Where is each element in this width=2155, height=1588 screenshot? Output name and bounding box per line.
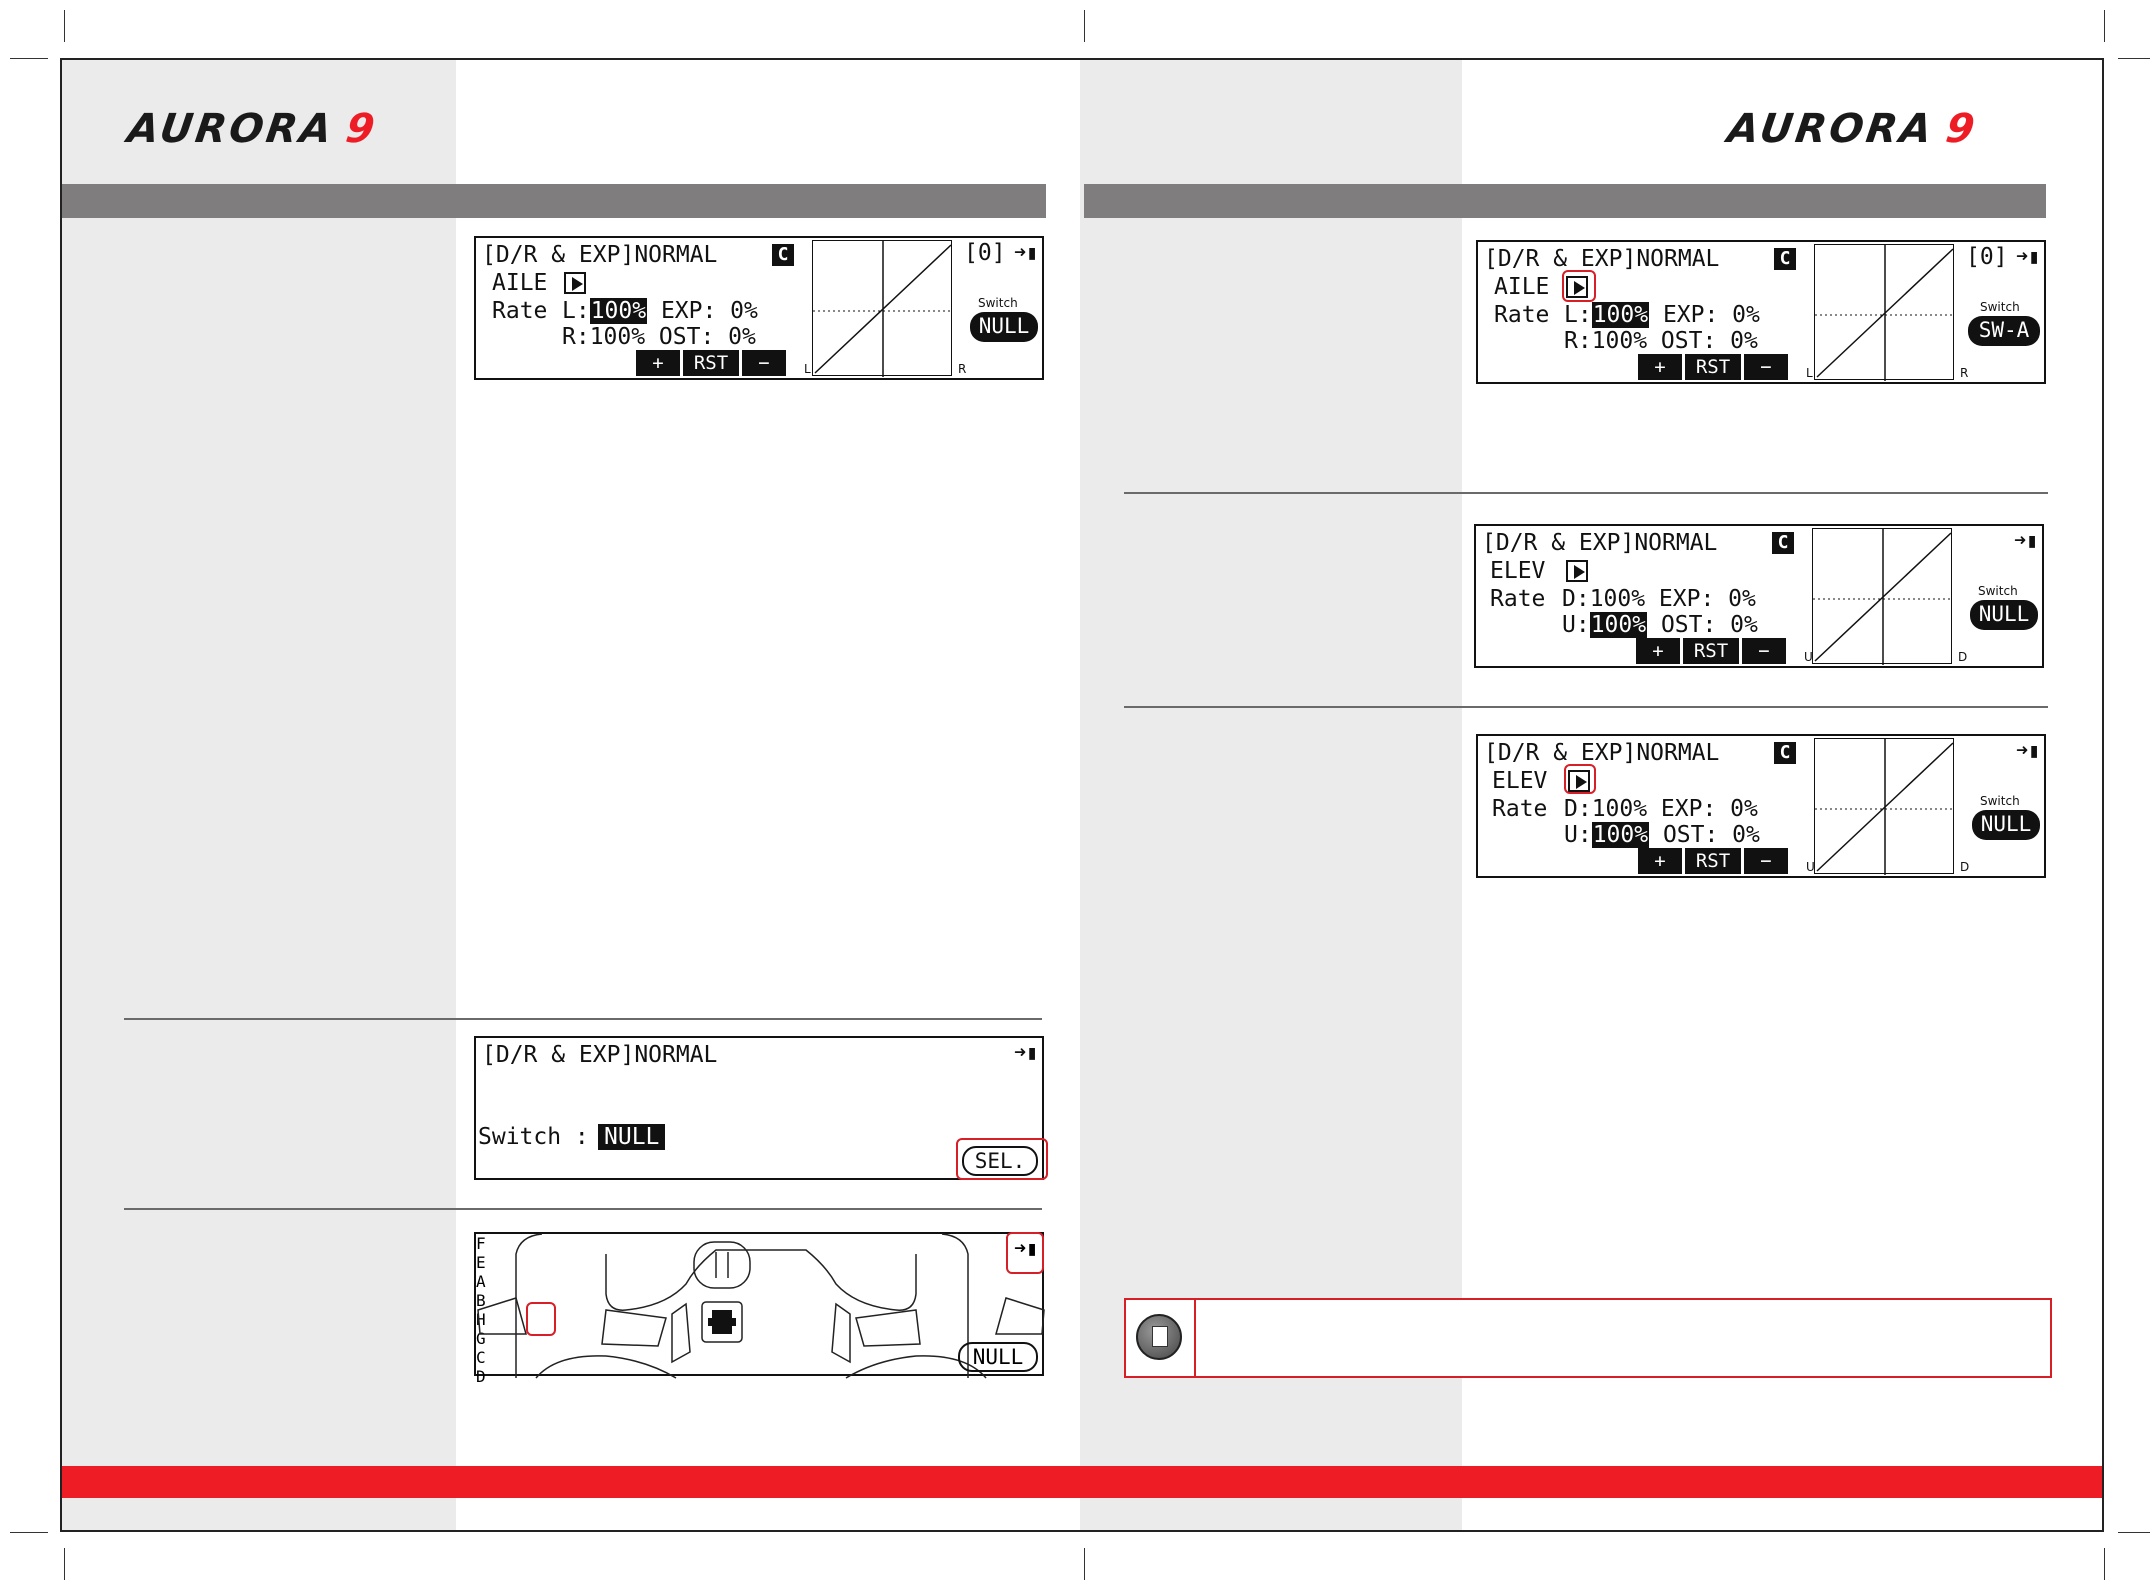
rate-label: Rate (1492, 796, 1548, 822)
section-divider (1124, 706, 2048, 708)
switch-value-button[interactable]: SW-A (1968, 316, 2040, 346)
lcd-dr-exp-aile-swa (1476, 240, 2046, 384)
crop-mark (10, 1532, 48, 1533)
axis-label-right: D (1958, 650, 1968, 664)
switch-value-button[interactable]: NULL (1972, 810, 2040, 840)
footer-bar (62, 1466, 2102, 1498)
exit-icon[interactable]: ➜▮ (2014, 528, 2039, 552)
rate-d-line: D:100% EXP: 0% (1564, 796, 1758, 822)
condition-badge: C (1774, 742, 1796, 764)
switch-label-h: H (476, 1310, 486, 1329)
ost-value: OST: 0% (1649, 822, 1760, 848)
rate-label: Rate (1490, 586, 1546, 612)
channel-label: AILE (492, 270, 548, 296)
null-button[interactable]: NULL (958, 1342, 1038, 1372)
note-box (1124, 1298, 2052, 1378)
curve-graph (812, 240, 952, 376)
axis-label-right: R (958, 362, 967, 376)
minus-button[interactable]: − (742, 350, 786, 376)
position-indicator: [0] (964, 240, 1006, 266)
right-header-bar (1084, 184, 2046, 218)
curve-graph (1814, 244, 1954, 380)
play-arrow-icon[interactable] (1566, 560, 1588, 582)
curve-graph (1814, 738, 1954, 874)
aurora-logo-right: AURORA 9 (1724, 106, 1981, 152)
channel-label: ELEV (1492, 768, 1548, 794)
section-divider (124, 1018, 1042, 1020)
rate-label: Rate (492, 298, 548, 324)
exit-icon[interactable]: ➜▮ (1014, 240, 1039, 264)
exp-value: EXP: 0% (1649, 302, 1760, 328)
crop-mark (2104, 10, 2105, 42)
note-divider (1194, 1300, 1196, 1376)
plus-button[interactable]: + (1638, 848, 1682, 874)
channel-label: ELEV (1490, 558, 1546, 584)
switch-value[interactable]: NULL (598, 1124, 665, 1150)
rate-u-value[interactable]: 100% (1592, 822, 1649, 848)
condition-badge: C (772, 244, 794, 266)
highlight-exit-icon (1006, 1232, 1044, 1274)
crop-mark (64, 1548, 65, 1580)
crop-mark (1084, 1548, 1085, 1580)
reset-button[interactable]: RST (683, 350, 739, 376)
curve-graph (1812, 528, 1952, 664)
reset-button[interactable]: RST (1683, 638, 1739, 664)
switch-caption: Switch (978, 296, 1018, 310)
axis-label-left: U (1804, 650, 1813, 664)
axis-label-right: R (1960, 366, 1969, 380)
lcd-dr-exp-elev-1 (1474, 524, 2044, 668)
condition-badge: C (1774, 248, 1796, 270)
switch-label-g: G (476, 1329, 486, 1348)
switch-caption: Switch (1980, 300, 2020, 314)
screen-title: [D/R & EXP]NORMAL (482, 1042, 718, 1068)
crop-mark (2118, 58, 2150, 59)
switch-label-b[interactable]: B (476, 1291, 486, 1310)
rate-l-value[interactable]: 100% (590, 298, 647, 324)
crop-mark (1084, 10, 1085, 42)
channel-label: AILE (1494, 274, 1550, 300)
axis-label-left: U (1806, 860, 1815, 874)
exit-icon[interactable]: ➜▮ (2016, 738, 2041, 762)
minus-button[interactable]: − (1744, 848, 1788, 874)
lcd-dr-exp-elev-2 (1476, 734, 2046, 878)
section-divider (1124, 492, 2048, 494)
switch-label-a[interactable]: A (476, 1272, 486, 1291)
rate-u-prefix: U: (1564, 822, 1592, 848)
crop-mark (2118, 1532, 2150, 1533)
condition-badge: C (1772, 532, 1794, 554)
position-indicator: [0] (1966, 244, 2008, 270)
rate-u-prefix: U: (1562, 612, 1590, 638)
rate-d-line: D:100% EXP: 0% (1562, 586, 1756, 612)
left-header-bar (62, 184, 1046, 218)
switch-label-e: E (476, 1253, 486, 1272)
rate-r-line: R:100% OST: 0% (562, 324, 756, 350)
select-button[interactable]: SEL. (962, 1146, 1038, 1176)
rate-l-prefix: L: (1564, 302, 1592, 328)
section-divider (124, 1208, 1042, 1210)
plus-button[interactable]: + (636, 350, 680, 376)
exit-icon[interactable]: ➜▮ (2016, 244, 2041, 268)
crop-mark (2104, 1548, 2105, 1580)
highlight-switch-a (526, 1302, 556, 1336)
reset-button[interactable]: RST (1685, 354, 1741, 380)
adjust-buttons (1638, 848, 1791, 874)
screen-title: [D/R & EXP]NORMAL (482, 242, 718, 268)
rate-l-prefix: L: (562, 298, 590, 324)
exp-value: EXP: 0% (647, 298, 758, 324)
screen-title: [D/R & EXP]NORMAL (1482, 530, 1718, 556)
switch-label-f: F (476, 1234, 486, 1253)
aurora-logo-left: AURORA 9 (124, 106, 381, 152)
note-icon (1136, 1314, 1182, 1360)
play-arrow-icon[interactable] (564, 272, 586, 294)
crop-mark (64, 10, 65, 42)
exit-icon[interactable]: ➜▮ (1014, 1236, 1039, 1260)
lcd-dr-exp-aile-null (474, 236, 1044, 380)
rate-l-value[interactable]: 100% (1592, 302, 1649, 328)
switch-value-button[interactable]: NULL (970, 312, 1038, 342)
screen-title: [D/R & EXP]NORMAL (1484, 246, 1720, 272)
plus-button[interactable]: + (1636, 638, 1680, 664)
rate-label: Rate (1494, 302, 1550, 328)
axis-label-left: L (804, 362, 811, 376)
ost-value: OST: 0% (1647, 612, 1758, 638)
adjust-buttons (636, 350, 789, 376)
axis-label-left: L (1806, 366, 1813, 380)
crop-mark (10, 58, 48, 59)
minus-button[interactable]: − (1742, 638, 1786, 664)
highlight-arrow (1564, 764, 1596, 794)
plus-button[interactable]: + (1638, 354, 1682, 380)
transmitter-switch-diagram (474, 1232, 1044, 1386)
highlight-arrow (1562, 270, 1596, 302)
reset-button[interactable]: RST (1685, 848, 1741, 874)
adjust-buttons (1636, 638, 1789, 664)
screen-title: [D/R & EXP]NORMAL (1484, 740, 1720, 766)
switch-value-button[interactable]: NULL (1970, 600, 2038, 630)
axis-label-right: D (1960, 860, 1970, 874)
switch-label: Switch : (478, 1124, 589, 1150)
switch-caption: Switch (1980, 794, 2020, 808)
rate-u-value[interactable]: 100% (1590, 612, 1647, 638)
rate-r-line: R:100% OST: 0% (1564, 328, 1758, 354)
highlight-select-button (956, 1138, 1048, 1180)
adjust-buttons (1638, 354, 1791, 380)
minus-button[interactable]: − (1744, 354, 1788, 380)
switch-label-c[interactable]: C (476, 1348, 486, 1367)
exit-icon[interactable]: ➜▮ (1014, 1040, 1039, 1064)
switch-label-d[interactable]: D (476, 1367, 486, 1386)
switch-caption: Switch (1978, 584, 2018, 598)
